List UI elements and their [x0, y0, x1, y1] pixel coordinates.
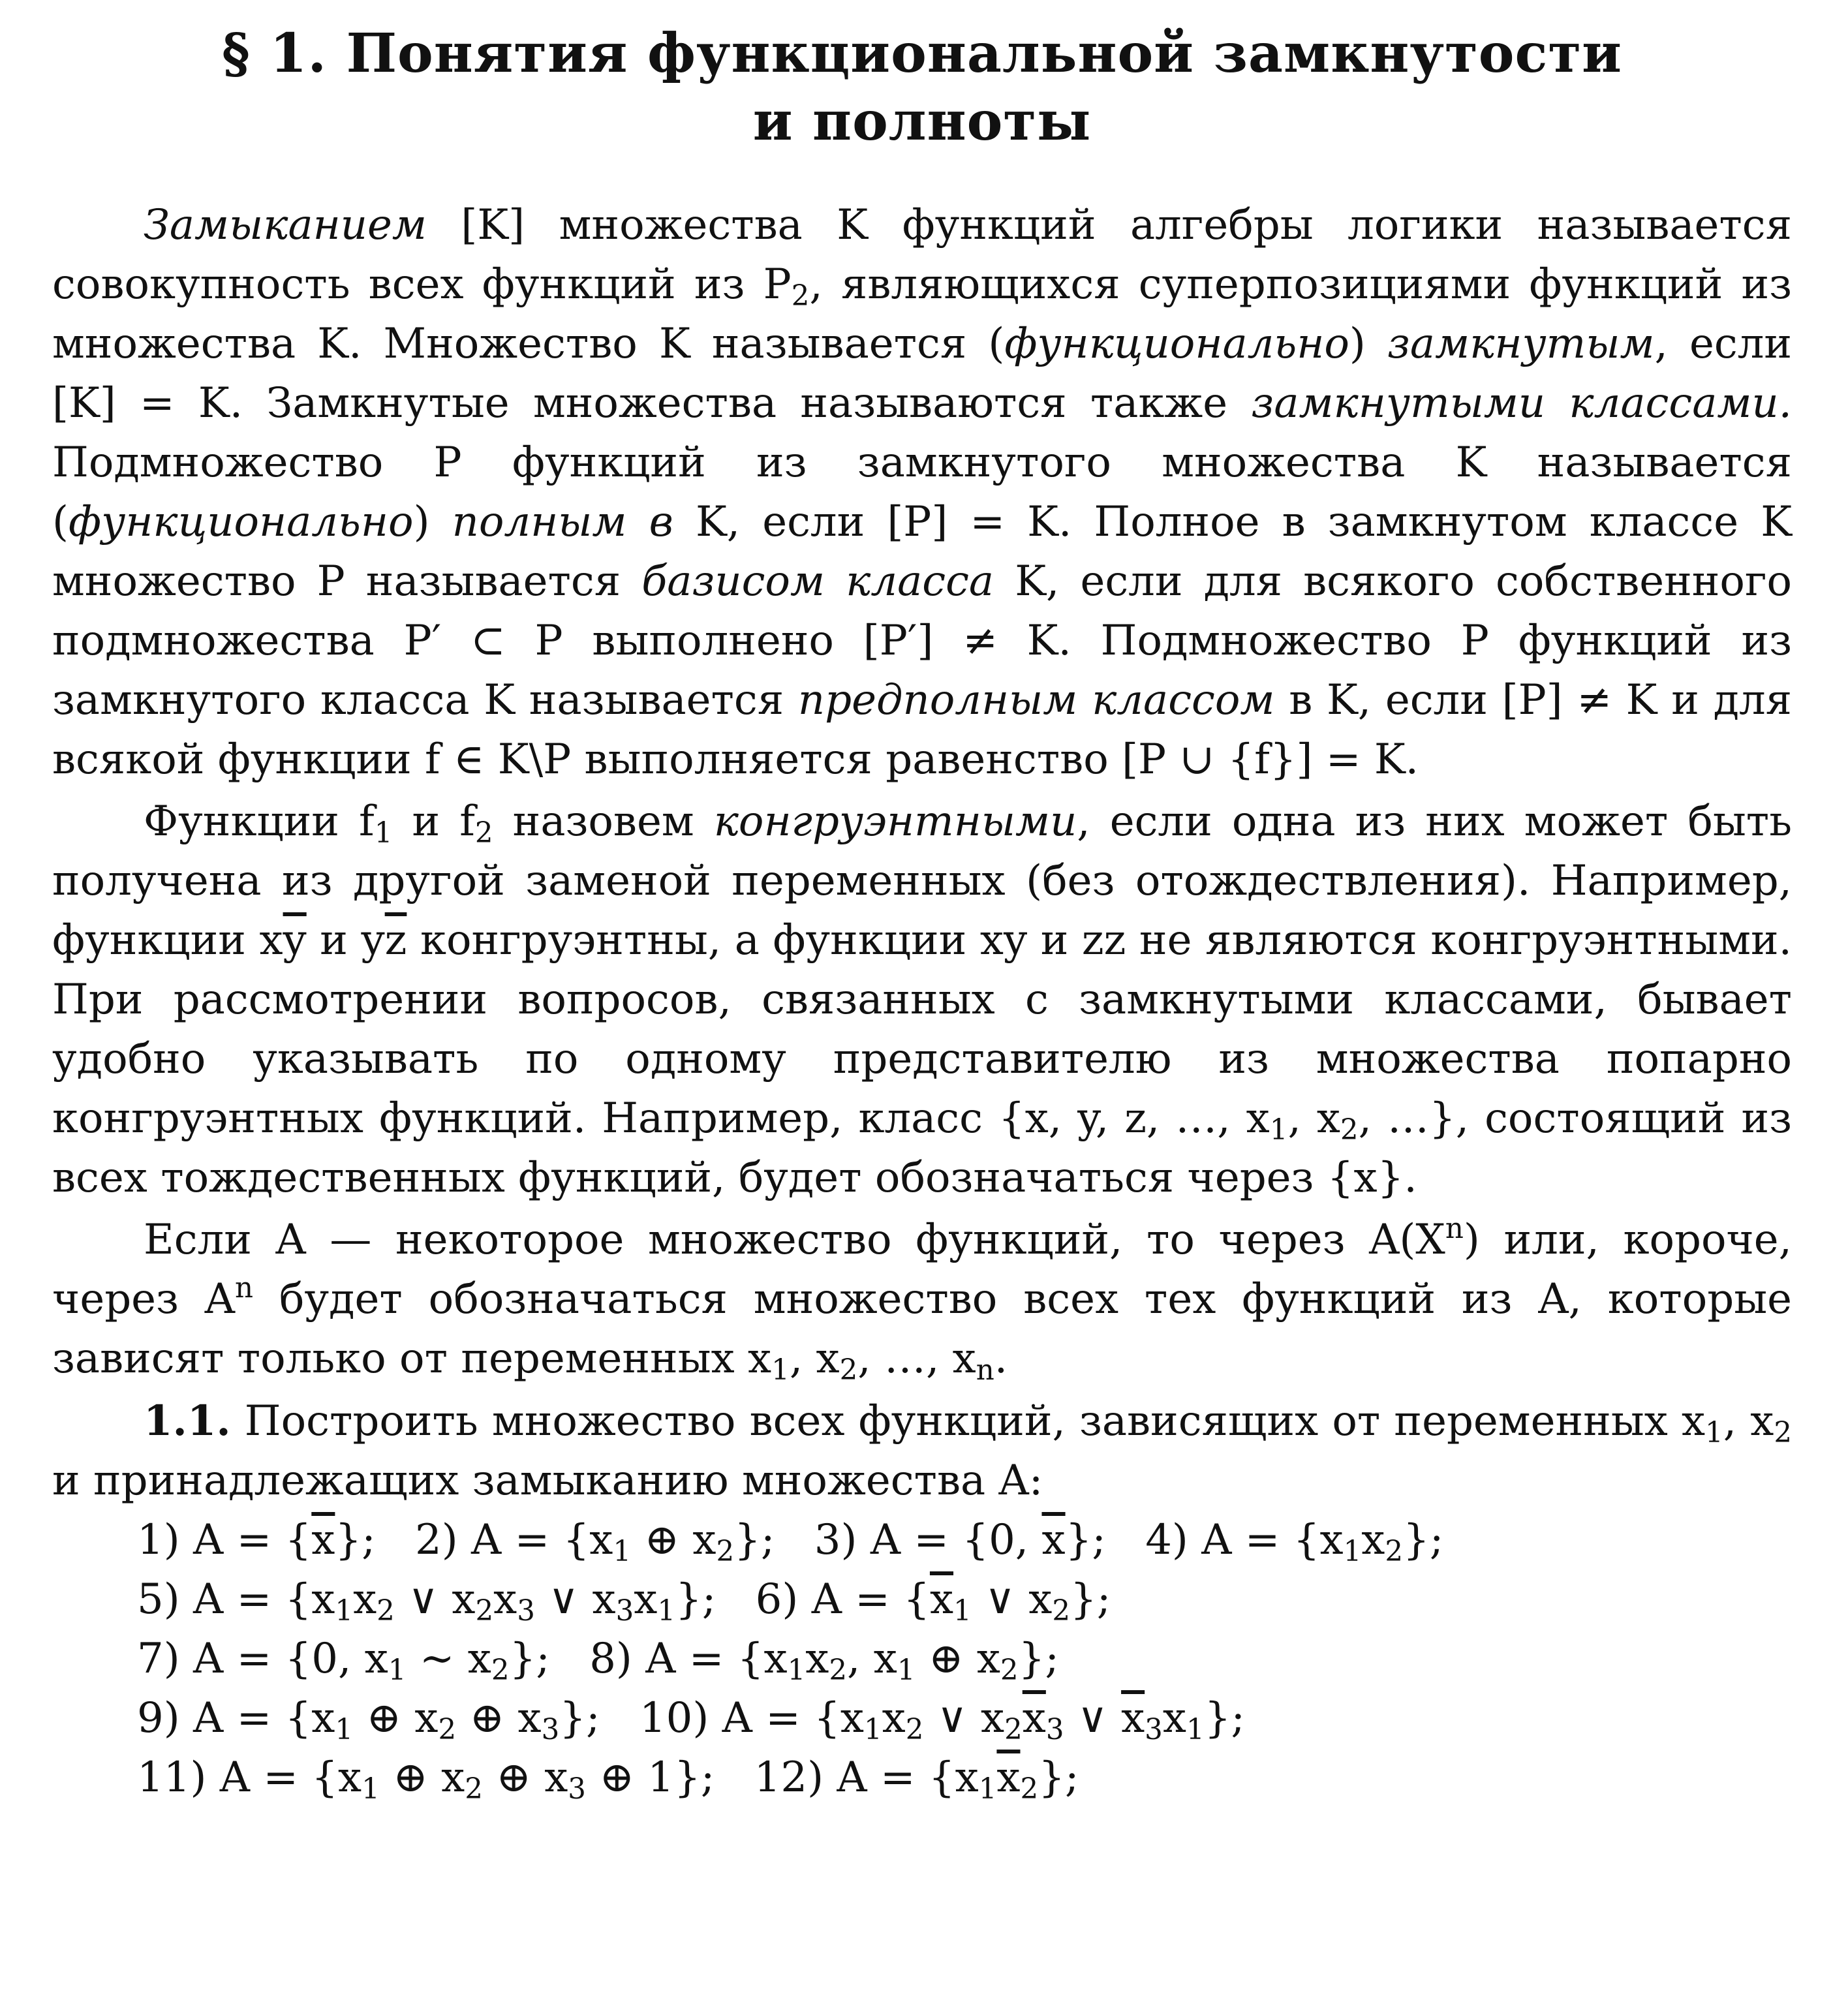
text: 12) A = {x: [754, 1753, 979, 1802]
overlined-variable: $\overline{x}$: [996, 1753, 1021, 1802]
text: };: [674, 1753, 715, 1802]
item-10: [639, 1694, 1245, 1746]
text: .: [994, 1335, 1008, 1383]
item-8: [589, 1635, 1059, 1687]
term-congruent: конгруэнтными: [713, 797, 1077, 846]
items-row-4: [137, 1689, 1792, 1748]
text: , x: [847, 1635, 897, 1683]
text: ): [413, 498, 452, 546]
text: };: [1065, 1516, 1106, 1564]
subscript: 1: [1705, 1416, 1723, 1449]
subscript: 1: [953, 1594, 972, 1628]
subscript: 2: [716, 1535, 735, 1568]
subscript: 3: [1145, 1713, 1163, 1746]
text: Функции f: [144, 797, 375, 846]
subscript: 2: [377, 1594, 395, 1628]
text: };: [1070, 1575, 1111, 1624]
text: 11) A = {x: [137, 1753, 362, 1802]
subscript: 2: [829, 1654, 848, 1687]
subscript: 1: [787, 1654, 806, 1687]
item-12: [754, 1753, 1079, 1806]
text: назовем: [493, 797, 714, 846]
subscript: 2: [491, 1654, 510, 1687]
subscript: 1: [897, 1654, 916, 1687]
overlined-variable: $\overline{x}$: [1041, 1516, 1066, 1564]
subscript: n: [976, 1353, 994, 1387]
term-closed-classes: замкнутыми классами.: [1251, 379, 1793, 427]
subscript: 1: [1269, 1113, 1288, 1147]
subscript: 2: [791, 279, 810, 313]
text: ∨: [1064, 1694, 1122, 1742]
text: K, если [P] = K. Полное в замкнутом классе K множество P называется: [52, 498, 1793, 606]
text: ∨ x: [534, 1575, 616, 1624]
subscript: 2: [905, 1713, 924, 1746]
text: x: [805, 1635, 829, 1683]
term-functionally-2: функционально: [68, 498, 414, 546]
problem-1-1: [52, 1391, 1792, 1511]
text: ∨ x: [971, 1575, 1053, 1624]
text: x: [353, 1575, 377, 1624]
paragraph-notation-a-n: [52, 1211, 1792, 1389]
subscript: 2: [474, 816, 493, 850]
text: , …}, состоящий из всех тождественных функций, будет обозначаться через {x}.: [52, 1094, 1793, 1202]
text: , …, x: [857, 1335, 976, 1383]
subscript: 1: [657, 1594, 676, 1628]
text: };: [335, 1516, 376, 1564]
text: x: [1361, 1516, 1385, 1564]
text: Построить множество всех функций, зависящих от переменных x: [230, 1397, 1706, 1445]
paragraph-closure-definition: [52, 196, 1792, 790]
text: и y: [306, 916, 385, 964]
text: ) или, короче, через A: [52, 1216, 1793, 1323]
term-closure: Замыканием: [144, 201, 427, 249]
subscript: 2: [465, 1772, 483, 1806]
text: ⊕ x: [353, 1694, 439, 1742]
text: };: [1018, 1635, 1059, 1683]
text: ⊕ 1: [585, 1753, 674, 1802]
text: };: [559, 1694, 600, 1742]
overlined-variable: $\overline{x}$: [929, 1575, 954, 1624]
item-6: [755, 1575, 1111, 1628]
subscript: 2: [1385, 1535, 1404, 1568]
text: в K, если [P] ≠ K и для всякой функции f ∈ K\P выполняется равенство [P ∪ {f}] = K.: [52, 676, 1793, 784]
item-4: [1145, 1516, 1444, 1568]
text: конгруэнтны, а функции xy и zz не являются конгруэнтными. При рассмотрении вопросов, связанных с замкнутыми классами, бывает удобно указывать по одному представителю из множества попарно конгруэнтных функций. Например, класс {x, y, z, …, x: [52, 916, 1793, 1143]
text: Если A — некоторое множество функций, то через A(X: [144, 1216, 1445, 1264]
term-closed: замкнутым: [1387, 320, 1655, 368]
items-row-1: [137, 1511, 1792, 1570]
text: и принадлежащих замыканию множества A:: [52, 1457, 1043, 1505]
text: 6) A = {: [755, 1575, 930, 1624]
problem-number: 1.1.: [144, 1396, 231, 1445]
text: 8) A = {x: [589, 1635, 788, 1683]
item-11: [137, 1753, 715, 1806]
subscript: 2: [475, 1594, 494, 1628]
item-2: [415, 1516, 775, 1568]
text: , являющихся суперпозициями функций из множества K. Множество K называется (: [52, 260, 1792, 368]
subscript: 1: [362, 1772, 380, 1806]
text: , x: [789, 1335, 840, 1383]
text: 4) A = {x: [1145, 1516, 1344, 1564]
text: 3) A = {0,: [814, 1516, 1042, 1564]
text: ⊕ x: [456, 1694, 542, 1742]
text: ⊕ x: [631, 1516, 716, 1564]
term-complete-in: полным в: [452, 498, 673, 546]
items-row-3: [137, 1629, 1792, 1689]
term-functionally: функционально: [1004, 320, 1349, 368]
subscript: 2: [1004, 1713, 1023, 1746]
section-title-line-1: § 1. Понятия функциональной замкнутости: [221, 22, 1622, 85]
subscript: 1: [374, 816, 393, 850]
text: [K] множества K функций алгебры логики называется совокупность всех функций из P: [52, 201, 1792, 309]
text: 9) A = {x: [137, 1694, 335, 1742]
subscript: 2: [1052, 1594, 1071, 1628]
text: , x: [1723, 1397, 1774, 1445]
item-7: [137, 1635, 550, 1687]
superscript: n: [1445, 1212, 1464, 1246]
subscript: 2: [1340, 1113, 1359, 1147]
subscript: 2: [438, 1713, 457, 1746]
item-5: [137, 1575, 716, 1628]
subscript: 1: [335, 1594, 354, 1628]
text: , если [K] = K. Замкнутые множества называются также: [52, 320, 1793, 427]
subscript: 3: [517, 1594, 535, 1628]
overlined-variable: $\overline{y}$: [283, 916, 307, 964]
text: ⊕ x: [915, 1635, 1000, 1683]
subscript: 2: [1774, 1416, 1793, 1449]
text: };: [675, 1575, 716, 1624]
text: , x: [1287, 1094, 1340, 1143]
subscript: 3: [615, 1594, 634, 1628]
subscript: 1: [1343, 1535, 1362, 1568]
text: 2) A = {x: [415, 1516, 613, 1564]
overlined-variable: $\overline{x}$: [1022, 1694, 1046, 1742]
text: 10) A = {x: [639, 1694, 864, 1742]
subscript: 1: [978, 1772, 997, 1806]
text: ∨ x: [394, 1575, 476, 1624]
text: x: [882, 1694, 906, 1742]
subscript: 3: [541, 1713, 560, 1746]
item-9: [137, 1694, 600, 1746]
text: };: [1204, 1694, 1245, 1742]
overlined-variable: $\overline{z}$: [384, 916, 407, 964]
text: 7) A = {0, x: [137, 1635, 388, 1683]
text: };: [1038, 1753, 1079, 1802]
item-1: [137, 1516, 376, 1564]
text: будет обозначаться множество всех тех функций из A, которые зависят только от переменных x: [52, 1275, 1793, 1383]
text: x: [1162, 1694, 1186, 1742]
text: };: [734, 1516, 775, 1564]
text: ⊕ x: [482, 1753, 568, 1802]
subscript: 1: [388, 1654, 407, 1687]
item-3: [814, 1516, 1106, 1564]
text: ∼ x: [406, 1635, 491, 1683]
text: Подмножество P функций из замкнутого множества K называется (: [52, 439, 1792, 546]
subscript: 1: [613, 1535, 632, 1568]
subscript: 1: [863, 1713, 882, 1746]
items-row-5: [137, 1748, 1792, 1808]
term-basis: базисом класса: [641, 557, 994, 606]
overlined-variable: $\overline{x}$: [311, 1516, 335, 1564]
text: };: [1403, 1516, 1444, 1564]
subscript: 1: [1186, 1713, 1205, 1746]
subscript: 3: [1045, 1713, 1064, 1746]
subscript: 2: [839, 1353, 858, 1387]
superscript: n: [235, 1272, 254, 1305]
text: ): [1349, 320, 1388, 368]
text: ⊕ x: [379, 1753, 465, 1802]
term-precomplete-class: предполным классом: [797, 676, 1275, 724]
text: и f: [392, 797, 475, 846]
subscript: 1: [335, 1713, 354, 1746]
paragraph-congruent-functions: [52, 792, 1792, 1208]
text: , если одна из них может быть получена из другой заменой переменных (без отождествления). Например, функции x: [52, 797, 1793, 964]
text: ∨ x: [923, 1694, 1005, 1742]
subscript: 3: [568, 1772, 586, 1806]
text: K, если для всякого собственного подмножества P′ ⊂ P выполнено [P′] ≠ K. Подмножество P функций из замкнутого класса K называется: [52, 557, 1793, 724]
overlined-variable: $\overline{x}$: [1121, 1694, 1145, 1742]
section-title-line-2: и полноты: [752, 90, 1092, 153]
items-row-2: [137, 1570, 1792, 1629]
problem-items: [52, 1511, 1792, 1808]
text: x: [634, 1575, 658, 1624]
subscript: 1: [771, 1353, 790, 1387]
text: x: [493, 1575, 517, 1624]
subscript: 2: [1020, 1772, 1039, 1806]
text: 5) A = {x: [137, 1575, 335, 1624]
text: 1) A = {: [137, 1516, 312, 1564]
text: };: [509, 1635, 550, 1683]
subscript: 2: [1000, 1654, 1019, 1687]
section-title: [52, 20, 1792, 155]
